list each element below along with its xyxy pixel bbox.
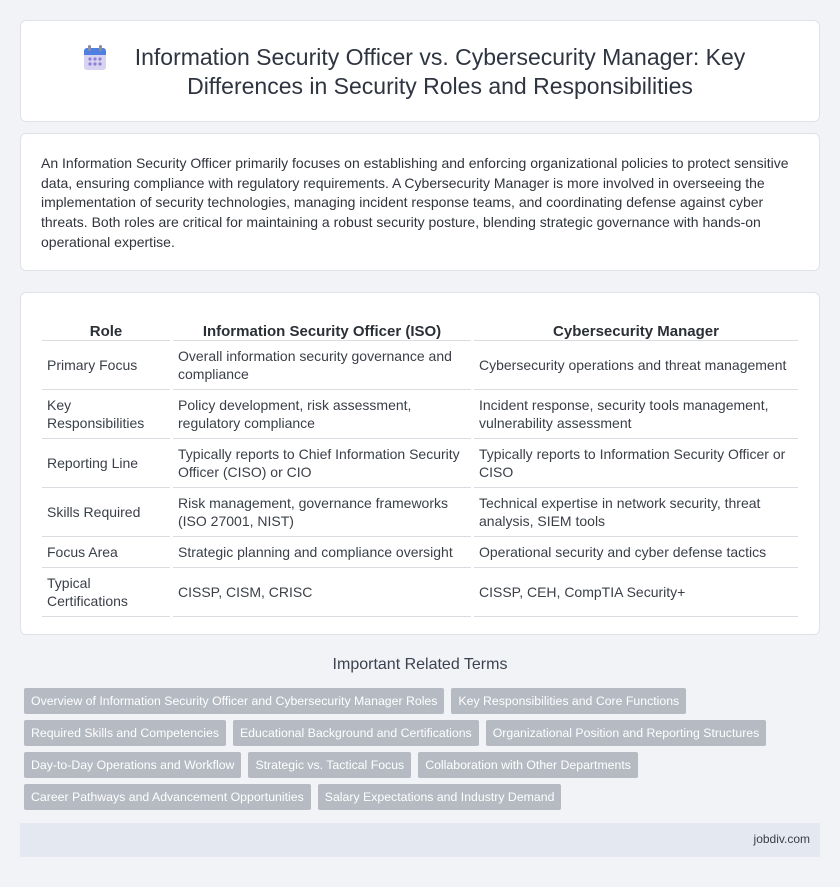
table-row xyxy=(42,537,798,568)
comparison-table-card xyxy=(20,292,820,635)
table-cell-manager: Incident response, security tools management, vulnerability assessment xyxy=(474,390,798,439)
comparison-table xyxy=(39,313,801,617)
table-cell-manager: CISSP, CEH, CompTIA Security+ xyxy=(474,568,798,617)
related-term-tag[interactable]: Strategic vs. Tactical Focus xyxy=(248,752,411,778)
table-cell-role: Skills Required xyxy=(42,488,170,537)
table-cell-iso: Typically reports to Chief Information Security Officer (CISO) or CIO xyxy=(173,439,471,488)
table-cell-manager: Cybersecurity operations and threat management xyxy=(474,341,798,390)
table-row xyxy=(42,341,798,390)
related-term-tag[interactable]: Key Responsibilities and Core Functions xyxy=(451,688,686,714)
related-terms-title: Important Related Terms xyxy=(332,656,508,673)
table-cell-iso: Policy development, risk assessment, regulatory compliance xyxy=(173,390,471,439)
table-cell-iso: Strategic planning and compliance oversight xyxy=(173,537,471,568)
related-term-tag[interactable]: Day-to-Day Operations and Workflow xyxy=(24,752,241,778)
table-row xyxy=(42,439,798,488)
table-row xyxy=(42,488,798,537)
table-cell-role: Focus Area xyxy=(42,537,170,568)
related-term-tag[interactable]: Collaboration with Other Departments xyxy=(418,752,638,778)
related-term-tag[interactable]: Organizational Position and Reporting Structures xyxy=(486,720,767,746)
related-term-tag[interactable]: Required Skills and Competencies xyxy=(24,720,226,746)
table-row xyxy=(42,568,798,617)
related-term-tag[interactable]: Educational Background and Certifications xyxy=(233,720,479,746)
table-cell-role: Typical Certifications xyxy=(42,568,170,617)
table-cell-iso: Risk management, governance frameworks (ISO 27001, NIST) xyxy=(173,488,471,537)
table-cell-manager: Operational security and cyber defense tactics xyxy=(474,537,798,568)
related-term-tag[interactable]: Overview of Information Security Officer and Cybersecurity Manager Roles xyxy=(24,688,444,714)
related-term-tag[interactable]: Salary Expectations and Industry Demand xyxy=(318,784,562,810)
intro-card xyxy=(20,133,820,271)
header-card xyxy=(20,20,820,122)
footer xyxy=(20,823,820,857)
table-header-row xyxy=(42,313,798,341)
table-cell-manager: Typically reports to Information Security Officer or CISO xyxy=(474,439,798,488)
table-cell-iso: CISSP, CISM, CRISC xyxy=(173,568,471,617)
table-row xyxy=(42,390,798,439)
table-cell-manager: Technical expertise in network security, threat analysis, SIEM tools xyxy=(474,488,798,537)
column-header-iso: Information Security Officer (ISO) xyxy=(173,313,471,341)
column-header-role: Role xyxy=(42,313,170,341)
footer-site-link[interactable]: jobdiv.com xyxy=(753,832,810,846)
table-cell-role: Reporting Line xyxy=(42,439,170,488)
table-cell-role: Primary Focus xyxy=(42,341,170,390)
related-terms-list xyxy=(24,688,824,810)
table-cell-iso: Overall information security governance and compliance xyxy=(173,341,471,390)
intro-paragraph: An Information Security Officer primarily focuses on establishing and enforcing organizational policies to protect sensitive data, ensuring compliance with regulatory requirements. A Cybersecurity Manager is more involved in overseeing the implementation of security technologies, managing incident response teams, and coordinating defense against cyber threats. Both roles are critical for maintaining a robust security posture, blending strategic governance with hands-on operational expertise. xyxy=(41,155,789,250)
column-header-cybersecurity-manager: Cybersecurity Manager xyxy=(474,313,798,341)
page-title: Information Security Officer vs. Cybersecurity Manager: Key Differences in Security Roles and Responsibilities xyxy=(134,44,746,99)
related-term-tag[interactable]: Career Pathways and Advancement Opportunities xyxy=(24,784,311,810)
table-cell-role: Key Responsibilities xyxy=(42,390,170,439)
